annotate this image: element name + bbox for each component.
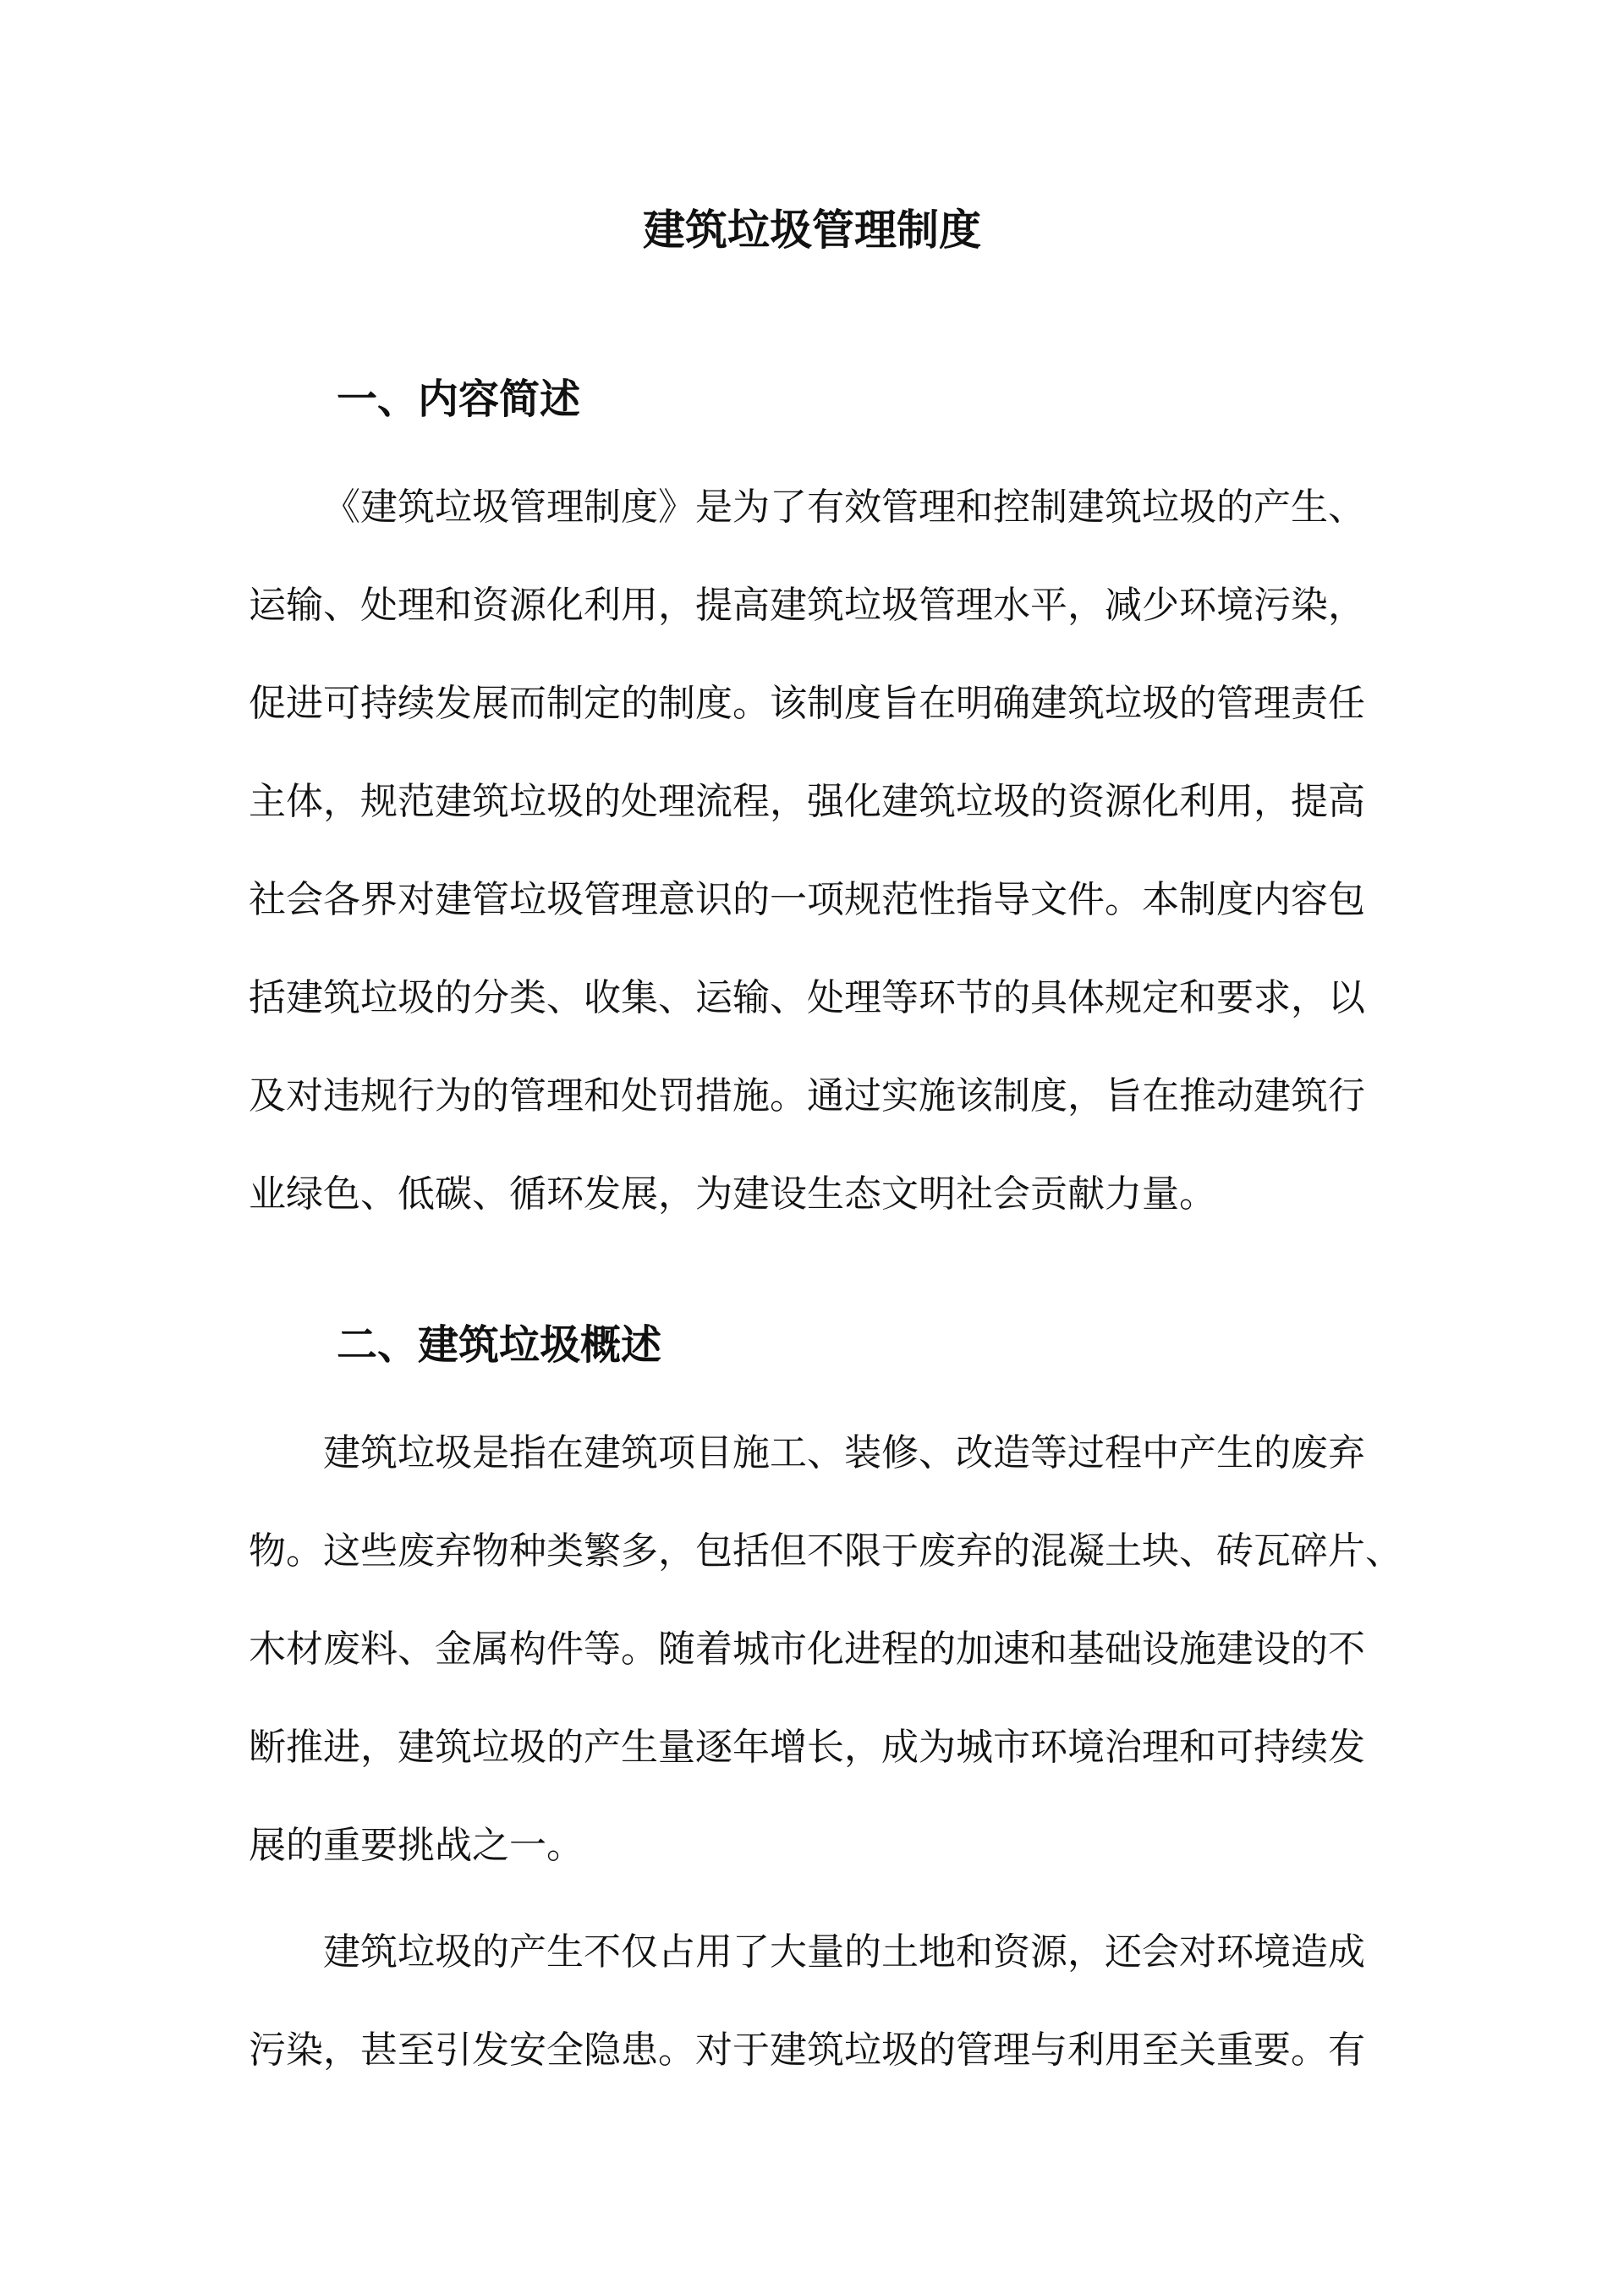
paragraph-line: 物。这些废弃物种类繁多，包括但不限于废弃的混凝土块、砖瓦碎片、 (249, 1529, 1402, 1573)
paragraph-line: 污染，甚至引发安全隐患。对于建筑垃圾的管理与利用至关重要。有 (249, 2029, 1365, 2072)
document-title: 建筑垃圾管理制度 (643, 206, 981, 255)
paragraph-line: 主体，规范建筑垃圾的处理流程，强化建筑垃圾的资源化利用，提高 (249, 780, 1365, 823)
paragraph-line: 括建筑垃圾的分类、收集、运输、处理等环节的具体规定和要求，以 (249, 976, 1365, 1019)
paragraph-line: 《建筑垃圾管理制度》是为了有效管理和控制建筑垃圾的产生、 (323, 486, 1365, 529)
paragraph-line: 促进可持续发展而制定的制度。该制度旨在明确建筑垃圾的管理责任 (249, 682, 1365, 725)
paragraph (249, 1903, 1382, 2100)
paragraph-line: 业绿色、低碳、循环发展，为建设生态文明社会贡献力量。 (249, 1172, 1216, 1216)
paragraph (249, 458, 1382, 1244)
paragraph-line: 建筑垃圾的产生不仅占用了大量的土地和资源，还会对环境造成 (323, 1930, 1365, 1974)
paragraph-line: 建筑垃圾是指在建筑项目施工、装修、改造等过程中产生的废弃 (323, 1431, 1365, 1474)
section-heading: 二、建筑垃圾概述 (337, 1321, 662, 1369)
section-heading: 一、内容简述 (337, 376, 581, 423)
paragraph-line: 运输、处理和资源化利用，提高建筑垃圾管理水平，减少环境污染， (249, 584, 1365, 627)
paragraph-line: 及对违规行为的管理和处罚措施。通过实施该制度，旨在推动建筑行 (249, 1074, 1365, 1117)
paragraph-line: 断推进，建筑垃圾的产生量逐年增长，成为城市环境治理和可持续发 (249, 1726, 1365, 1769)
paragraph-line: 社会各界对建管垃圾管理意识的一项规范性指导文件。本制度内容包 (249, 878, 1365, 921)
paragraph-line: 展的重要挑战之一。 (249, 1824, 584, 1867)
paragraph (249, 1404, 1402, 1895)
paragraph-line: 木材废料、金属构件等。随着城市化进程的加速和基础设施建设的不 (249, 1628, 1365, 1671)
